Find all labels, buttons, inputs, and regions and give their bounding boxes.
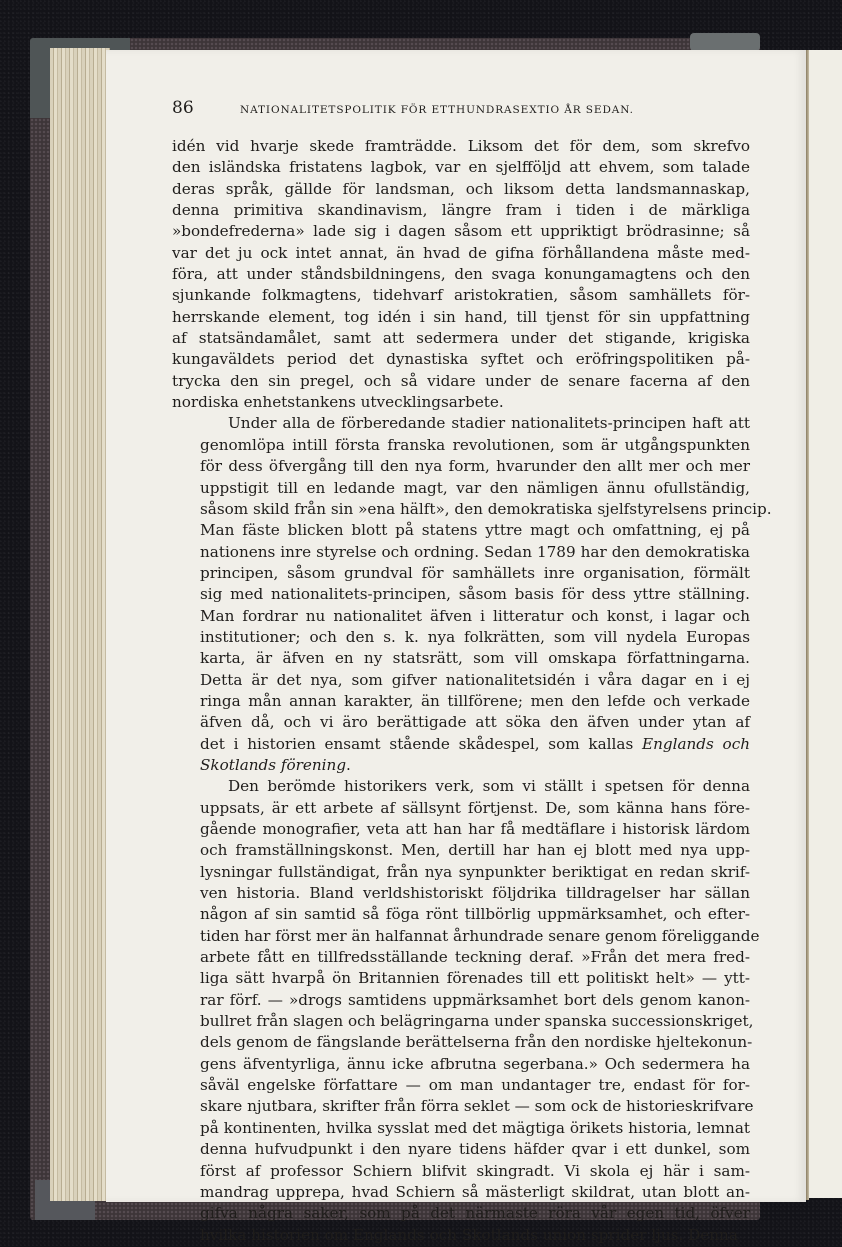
text-line: Skotlands förening. — [200, 755, 351, 774]
text-line: kungaväldets period det dynastiska syftet och eröfringspolitiken på- — [172, 350, 750, 369]
text-line: för dess öfvergång till den nya form, hvarunder den allt mer och mer — [200, 457, 750, 476]
text-line: lysningar fullständigat, från nya synpunkter beriktigat en redan skrif- — [200, 862, 750, 881]
text-line: karta, är äfven en ny statsrätt, som vill omskapa författningarna. — [200, 649, 750, 668]
text-line: det i historien ensamt stående skådespel, som kallas Englands och — [200, 734, 750, 753]
text-line: den isländska fristatens lagbok, var en sjelfföljd att ehvem, som talade — [172, 158, 750, 177]
italic-title: Englands och — [642, 734, 750, 753]
text-line: sjunkande folkmagtens, tidehvarf aristokratien, såsom samhällets för- — [172, 286, 750, 305]
text-line: på kontinenten, hvilka sysslat med det mägtiga örikets historia, lemnat — [200, 1118, 750, 1137]
paragraph — [172, 776, 760, 1246]
text-line: af statsändamålet, samt att sedermera under det stigande, krigiska — [172, 329, 750, 348]
text-line: tiden har först mer än halfannat århundrade senare genom föreliggande — [200, 926, 760, 945]
text-line: var det ju ock intet annat, än hvad de gifna förhållandena måste med- — [172, 243, 750, 262]
text-line: och framställningskonst. Men, dertill har han ej blott med nya upp- — [200, 841, 750, 860]
facing-page — [809, 50, 842, 1198]
text-line: hvilka historien om Englands och Skotlands union sprider ljus. Denna — [200, 1225, 738, 1244]
text-line: rar förf. — »drogs samtidens uppmärksamhet bort dels genom kanon- — [200, 990, 750, 1009]
text-line: denna hufvudpunkt i den nyare tidens häfder qvar i ett dunkel, som — [200, 1140, 750, 1159]
text-line: gifva några saker, som på det närmaste röra vår egen tid, öfver — [200, 1204, 750, 1223]
text-line: principen, såsom grundval för samhällets inre organisation, förmält — [200, 563, 750, 582]
text-line: nationens inre styrelse och ordning. Sedan 1789 har den demokratiska — [200, 542, 750, 561]
text-line: sig med nationalitets-principen, såsom basis för dess yttre ställning. — [200, 585, 750, 604]
running-head — [172, 98, 750, 124]
text-line: såsom skild från sin »ena hälft», den demokratiska sjelfstyrelsens princip. — [200, 499, 772, 518]
text-line: denna primitiva skandinavism, längre fram i tiden i de märkliga — [172, 201, 750, 220]
text-line: dels genom de fängslande berättelserna från den nordiske hjeltekonun- — [200, 1033, 753, 1052]
text-line: först af professor Schiern blifvit skingradt. Vi skola ej här i sam- — [200, 1161, 750, 1180]
text-line: bullret från slagen och belägringarna under spanska successionskriget, — [200, 1012, 754, 1031]
text-line: ven historia. Bland verldshistoriskt följdrika tilldragelser har sällan — [200, 884, 750, 903]
body-text — [172, 136, 772, 1246]
text-line: genomlöpa intill första franska revolutionen, som är utgångspunkten — [200, 435, 750, 454]
text-line: nordiska enhetstankens utvecklingsarbete. — [172, 393, 504, 412]
text-line: institutioner; och den s. k. nya folkrätten, som vill nydela Europas — [200, 627, 750, 646]
page-number: 86 — [172, 98, 194, 118]
text-line: gående monografier, veta att han har få medtäflare i historisk lärdom — [200, 820, 750, 838]
italic-title: Skotlands förening — [200, 755, 347, 774]
paragraph — [172, 413, 772, 776]
text-line: uppsats, är ett arbete af sällsynt förtjenst. De, som känna hans före- — [200, 798, 750, 817]
text-line: arbete fått en tillfredsställande teckning deraf. »Från det mera fred- — [200, 948, 750, 967]
text-line: gens äfventyrliga, ännu icke afbrutna segerbana.» Och sedermera ha — [200, 1054, 750, 1073]
text-line: ringa mån annan karakter, än tillförene; men den lefde och verkade — [200, 691, 750, 710]
text-line: uppstigit till en ledande magt, var den nämligen ännu ofullständig, — [200, 478, 750, 497]
text-line: Man fordrar nu nationalitet äfven i litteratur och konst, i lagar och — [200, 606, 750, 625]
text-line: föra, att under ståndsbildningens, den svaga konungamagtens och den — [172, 265, 750, 284]
page-text-block — [172, 98, 772, 1246]
page-edge-stack — [50, 48, 110, 1201]
cover-corner-top-right — [690, 33, 760, 51]
text-line: Man fäste blicken blott på statens yttre magt och omfattning, ej på — [200, 521, 750, 540]
text-line: äfven då, och vi äro berättigade att söka den äfven under ytan af — [200, 713, 750, 732]
text-line: Under alla de förberedande stadier nationalitets-principen haft att — [228, 414, 750, 433]
text-line: såväl engelske författare — om man undantager tre, endast för for- — [200, 1076, 750, 1095]
text-line: Den berömde historikers verk, som vi ställt i spetsen för denna — [228, 777, 750, 796]
text-line: liga sätt hvarpå ön Britannien förenades till ett politiskt helt» — ytt- — [200, 969, 750, 988]
running-title: NATIONALITETSPOLITIK FÖR ETTHUNDRASEXTIO ÅR SEDAN. — [240, 104, 634, 116]
text-line: någon af sin samtid så föga rönt tillbörlig uppmärksamhet, och efter- — [200, 905, 750, 924]
text-line: trycka den sin pregel, och så vidare under de senare facerna af den — [172, 371, 750, 390]
text-line: Detta är det nya, som gifver nationalitetsidén i våra dagar en i ej — [200, 670, 750, 689]
paragraph — [172, 136, 750, 413]
text-line: »bondefrederna» lade sig i dagen såsom ett uppriktigt brödrasinne; så — [172, 222, 750, 241]
text-line: deras språk, gällde för landsman, och liksom detta landsmannaskap, — [172, 179, 750, 198]
text-line: skare njutbara, skrifter från förra seklet — som ock de historieskrifvare — [200, 1097, 754, 1116]
text-line: herrskande element, tog idén i sin hand, till tjenst för sin uppfattning — [172, 307, 750, 326]
text-line: mandrag upprepa, hvad Schiern så mästerligt skildrat, utan blott an- — [200, 1182, 750, 1201]
text-line: idén vid hvarje skede framträdde. Liksom det för dem, som skrefvo — [172, 137, 750, 155]
